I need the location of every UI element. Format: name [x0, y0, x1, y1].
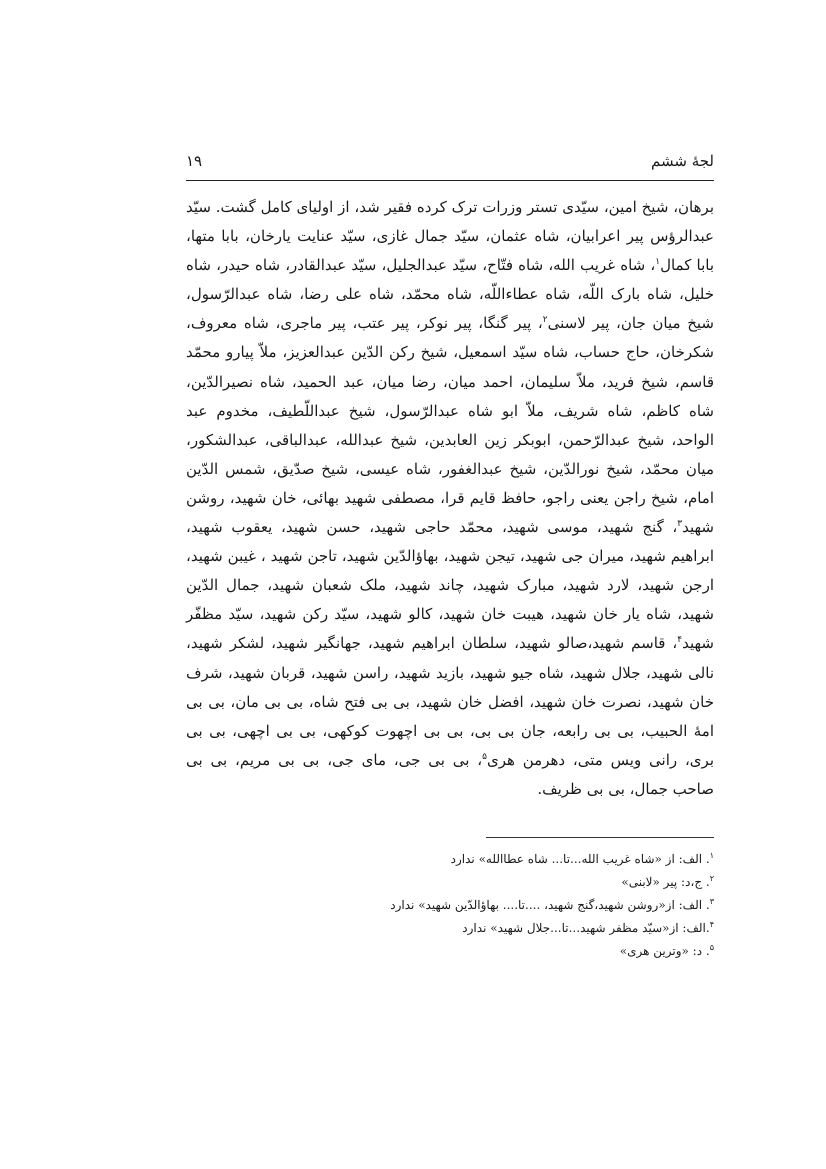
footnote-text: . الف: از«روشن شهید،گنج شهید، ....تا.... بهاؤالدّین شهید» ندارد	[390, 898, 710, 912]
footnote-number: ۲	[709, 874, 714, 883]
footnote-text: .الف: از«سیّد مظفر شهید...تا...جلال شهید» ندارد	[462, 921, 710, 935]
text-segment-1: برهان، شیخ امین، سیّدی تستر وزرات ترک کرده فقیر شد، از اولیای کامل گشت. سیّد عبدالرؤس پیر اعرابیان، شاه عثمان، سیّد جمال غازی، سیّد عنایت یارخان، بابا متها، بابا کمال	[186, 198, 715, 275]
footnote-number: ۵	[709, 943, 714, 952]
footnote	[186, 938, 714, 961]
footnote-number: ۱	[709, 851, 714, 860]
footnote	[186, 915, 714, 938]
page-number: ۱۹	[186, 152, 203, 170]
text-segment-3: ، پیر گنگا، پیر نوکر، پیر عتب، پیر ماجری، شاه معروف، شکرخان، حاج حساب، شاه سیّد اسمعیل، شیخ رکن الدّین عبدالعزیز، ملاّ پیارو محمّد قاسم، شیخ فرید، ملاّ سلیمان، احمد میان، رضا میان، عبد الحمید، شاه نصیرالدّین، شاه کاظم، شاه شریف، ملاّ ابو شاه عبدالرّسول، شیخ عبداللّطیف، مخدوم عبد الواحد، شیخ عبدالرّحمن، ابوبکر زین العابدین، شیخ عبدالله، عبدالباقی، عبدالشکور، میان محمّد، شیخ نورالدّین، شیخ عبدالغفور، شاه عیسی، شیخ صدّیق، شمس الدّین امام، شیخ راجن یعنی راجو، حافظ قایم قرا، مصطفی شهید بهائی، خان شهید، روشن شهید	[186, 314, 714, 537]
footnote-ref-2: ۲	[542, 315, 548, 326]
text-segment-2: ، شاه غریب الله، شاه فتّاح، سیّد عبدالجلیل، سیّد عبدالقادر، شاه حیدر، شاه خلیل، شاه بارک اللّه، شاه عطاءاللّه، شاه محمّد، شاه علی رضا، شاه عبدالرّسول، شیخ میان جان، پیر لاسنی	[186, 256, 714, 333]
footnote-number: ۴	[709, 920, 714, 929]
text-segment-5: ، قاسم شهید،صالو شهید، سلطان ابراهیم شهید، جهانگیر شهید، لشکر شهید، نالی شهید، جلال شهید، شاه جیو شهید، بازید شهید، راسن شهید، قربان شهید، شرف خان شهید، نصرت خان شهید، افضل خان شهید، بی بی فتح شاه، بی بی مان، بی بی امۀ الحبیب، بی بی رابعه، جان بی بی، بی بی اچهوت کوکهی، بی بی اچهی، بی بی بری، رانی ویس متی، دهرمن هری	[186, 634, 714, 769]
header-rule	[186, 180, 714, 181]
footnote-separator	[486, 837, 714, 838]
footnote-ref-4: ۴	[677, 635, 683, 646]
text-segment-4: ، گنج شهید، موسی شهید، محمّد حاجی شهید، حسن شهید، یعقوب شهید، ابراهیم شهید، میران جی شهید، تیجن شهید، بهاؤالدّین شهید، تاجن شهید ، غیبن شهید، ارجن شهید، لارد شهید، مبارک شهید، چاند شهید، ملک شعبان شهید، جمال الدّین شهید، شاه یار خان شهید، هیبت خان شهید، کالو شهید، سیّد رکن شهید، سیّد مظفّر شهید	[186, 518, 714, 653]
footnote-ref-5: ۵	[482, 751, 487, 762]
footnote	[186, 846, 714, 869]
page-header	[186, 152, 714, 176]
footnote-text: . د: «وترین هری»	[619, 944, 710, 958]
footnote-text: . الف: از «شاه غریب الله...تا... شاه عطاالله» ندارد	[450, 852, 710, 866]
footnote-ref-1: ۱	[655, 257, 661, 268]
footnote-number: ۳	[709, 897, 714, 906]
footnote	[186, 869, 714, 892]
main-text	[186, 193, 714, 804]
text-segment-6: ، بی بی جی، مای جی، بی بی مریم، بی بی صاحب جمال، بی بی ظریف.	[186, 750, 714, 798]
running-title: لجۀ ششم	[651, 152, 714, 170]
footnotes	[186, 846, 714, 961]
body-paragraph	[186, 193, 714, 804]
footnote-text: . ج،د: پیر «لابنی»	[621, 875, 710, 889]
footnote	[186, 892, 714, 915]
footnote-ref-3: ۳	[677, 519, 683, 530]
